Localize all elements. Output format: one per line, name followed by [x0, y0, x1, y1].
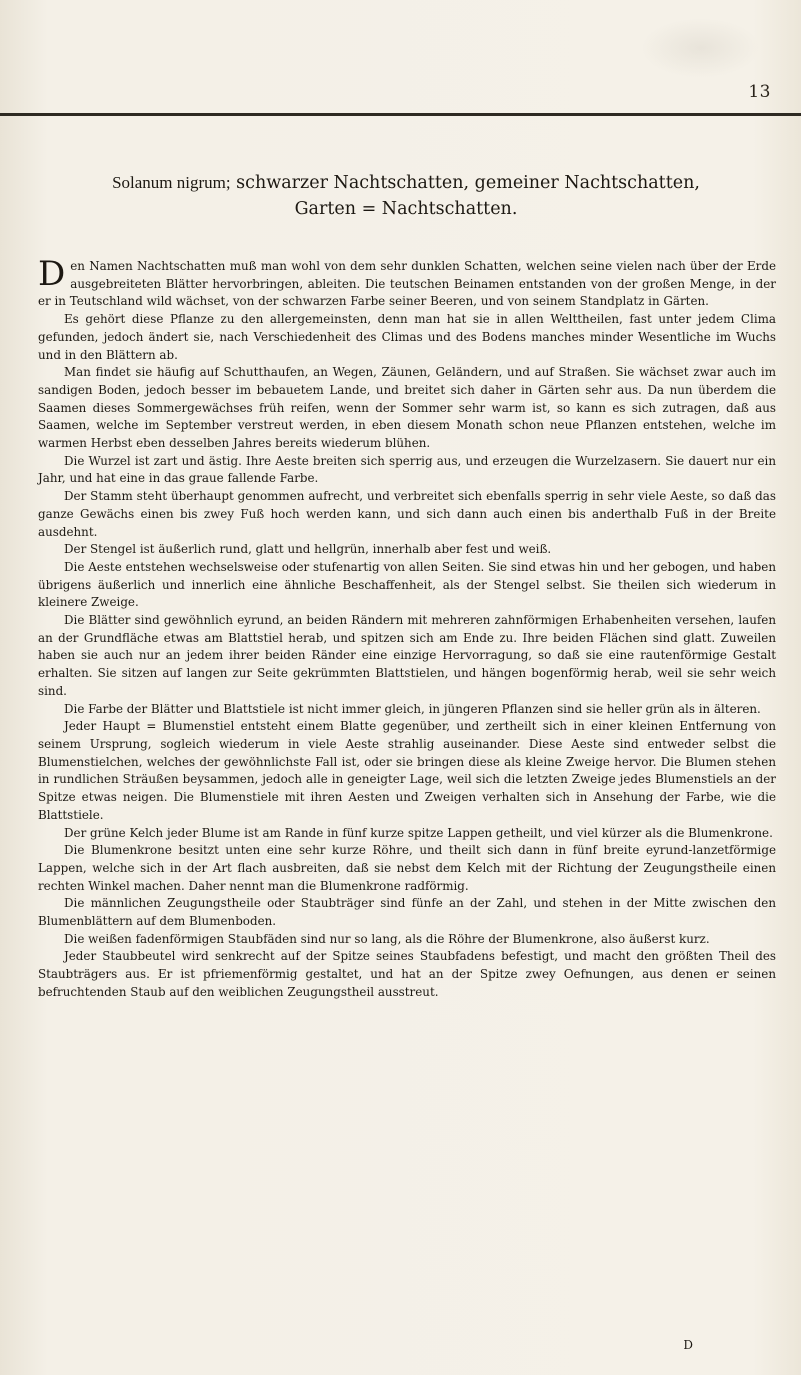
- body-text: [38, 254, 776, 1002]
- latin-name: Solanum nigrum;: [112, 173, 231, 192]
- paragraph: Die weißen fadenförmigen Staubfäden sind nur so lang, als die Röhre der Blumenkrone, also äußerst kurz.: [64, 931, 710, 946]
- paragraph: Die Farbe der Blätter und Blattstiele ist nicht immer gleich, in jüngeren Pflanzen sind sie heller grün als in älteren.: [64, 701, 761, 716]
- german-names: schwarzer Nachtschatten, gemeiner Nachtschatten,: [236, 173, 700, 193]
- paragraph: Jeder Haupt = Blumenstiel entsteht einem Blatte gegenüber, und zertheilt sich in einer kleinen Entfernung von seinem Ursprung, sogleich wiederum in viele Aeste strahlig auseinander. Diese Aeste sind entweder selbst die Blumenstielchen, welches der gewöhnlichste Fall ist, oder sie bringen diese als kleine Zweige hervor. Die Blumen stehen in rundlichen Sträußen beysammen, jedoch alle in geneigter Lage, weil sich die letzten Zweige jedes Blumenstiels an der Spitze etwas neigen. Die Blumenstiele mit ihren Aesten und Zweigen verhalten sich in Ansehung der Farbe, wie die Blattstiele.: [38, 719, 776, 822]
- paragraph: Die Blätter sind gewöhnlich eyrund, an beiden Rändern mit mehreren zahnförmigen Erhabenheiten versehen, laufen an der Grundfläche etwas am Blattstiel herab, und spitzen sich am Ende zu. Ihre beiden Flächen sind glatt. Zuweilen haben sie auch nur an jedem ihrer beiden Ränder eine einzige Hervorragung, so daß sie eine rautenförmige Gestalt erhalten. Sie sitzen auf langen zur Seite gekrümmten Blattstielen, und hängen bogenförmig herab, weil sie sehr weich sind.: [38, 613, 776, 698]
- paragraph: Der grüne Kelch jeder Blume ist am Rande in fünf kurze spitze Lappen getheilt, und viel kürzer als die Blumenkrone.: [64, 825, 773, 840]
- paragraph: Die männlichen Zeugungstheile oder Staubträger sind fünfe an der Zahl, und stehen in der Mitte zwischen den Blumenblättern auf dem Blumenboden.: [38, 896, 776, 929]
- paper-smudge: [641, 18, 761, 78]
- catchword: D: [683, 1338, 693, 1352]
- paragraph: [38, 254, 776, 311]
- article-header: [36, 172, 776, 221]
- paragraph: Man findet sie häufig auf Schutthaufen, an Wegen, Zäunen, Geländern, und auf Straßen. Sie wächset zwar auch im sandigen Boden, jedoch besser im bebauetem Lande, und breitet sich daher in Gärten sehr aus. Da nun überdem die Saamen dieses Sommergewächses früh reifen, wenn der Sommer sehr warm ist, so kann es sich zutragen, daß aus Saamen, welche im September verstreut werden, in eben diesem Monath schon neue Pflanzen entstehen, welche im warmen Herbst eben desselben Jahres bereits wiederum blühen.: [38, 365, 776, 451]
- german-names-continued: Garten = Nachtschatten.: [294, 199, 518, 219]
- title-line: [36, 172, 776, 194]
- paragraph: Der Stamm steht überhaupt genommen aufrecht, und verbreitet sich ebenfalls sperrig in sehr viele Aeste, so daß das ganze Gewächs einen bis zwey Fuß hoch werden kann, und sich dann auch einen bis anderthalb Fuß in der Breite ausdehnt.: [38, 489, 776, 539]
- paragraph: Die Aeste entstehen wechselsweise oder stufenartig von allen Seiten. Sie sind etwas hin und her gebogen, und haben übrigens äußerlich und innerlich eine ähnliche Beschaffenheit, als der Stengel selbst. Sie theilen sich wiederum in kleinere Zweige.: [38, 559, 776, 610]
- paragraph: Die Wurzel ist zart und ästig. Ihre Aeste breiten sich sperrig aus, und erzeugen die Wurzelzasern. Sie dauert nur ein Jahr, und hat eine in das graue fallende Farbe.: [38, 453, 776, 486]
- paragraph: Der Stengel ist äußerlich rund, glatt und hellgrün, innerhalb aber fest und weiß.: [64, 542, 552, 557]
- paragraph: Jeder Staubbeutel wird senkrecht auf der Spitze seines Staubfadens befestigt, und macht den größten Theil des Staubträgers aus. Er ist pfriemenförmig gestaltet, und hat an der Spitze zwey Oefnungen, aus denen er seinen befruchtenden Staub auf den weiblichen Zeugungstheil ausstreut.: [38, 949, 776, 999]
- paragraph: Es gehört diese Pflanze zu den allergemeinsten, denn man hat sie in allen Welttheilen, fast unter jedem Clima gefunden, jedoch ändert sie, nach Verschiedenheit des Climas und des Bodens manches minder Wesentliche im Wuchs und in den Blättern ab.: [38, 312, 776, 362]
- paragraph: Die Blumenkrone besitzt unten eine sehr kurze Röhre, und theilt sich dann in fünf breite eyrund-lanzetförmige Lappen, welche sich in der Art flach ausbreiten, daß sie nebst dem Kelch mit der Richtung der Zeugungstheile einen rechten Winkel machen. Daher nennt man die Blumenkrone radförmig.: [38, 843, 776, 893]
- page-number: 13: [748, 82, 771, 102]
- paragraph-text: en Namen Nachtschatten muß man wohl von dem sehr dunklen Schatten, welchen seine vielen nach über der Erde ausgebreiteten Blätter hervorbringen, ableiten. Die teutschen Beinamen entstanden von der großen Menge, in der er in Teutschland wild wächset, von der schwarzen Farbe seiner Beeren, und von seinem Standplatz in Gärten.: [38, 259, 776, 309]
- header-rule: [0, 113, 801, 116]
- drop-cap: D: [38, 254, 66, 294]
